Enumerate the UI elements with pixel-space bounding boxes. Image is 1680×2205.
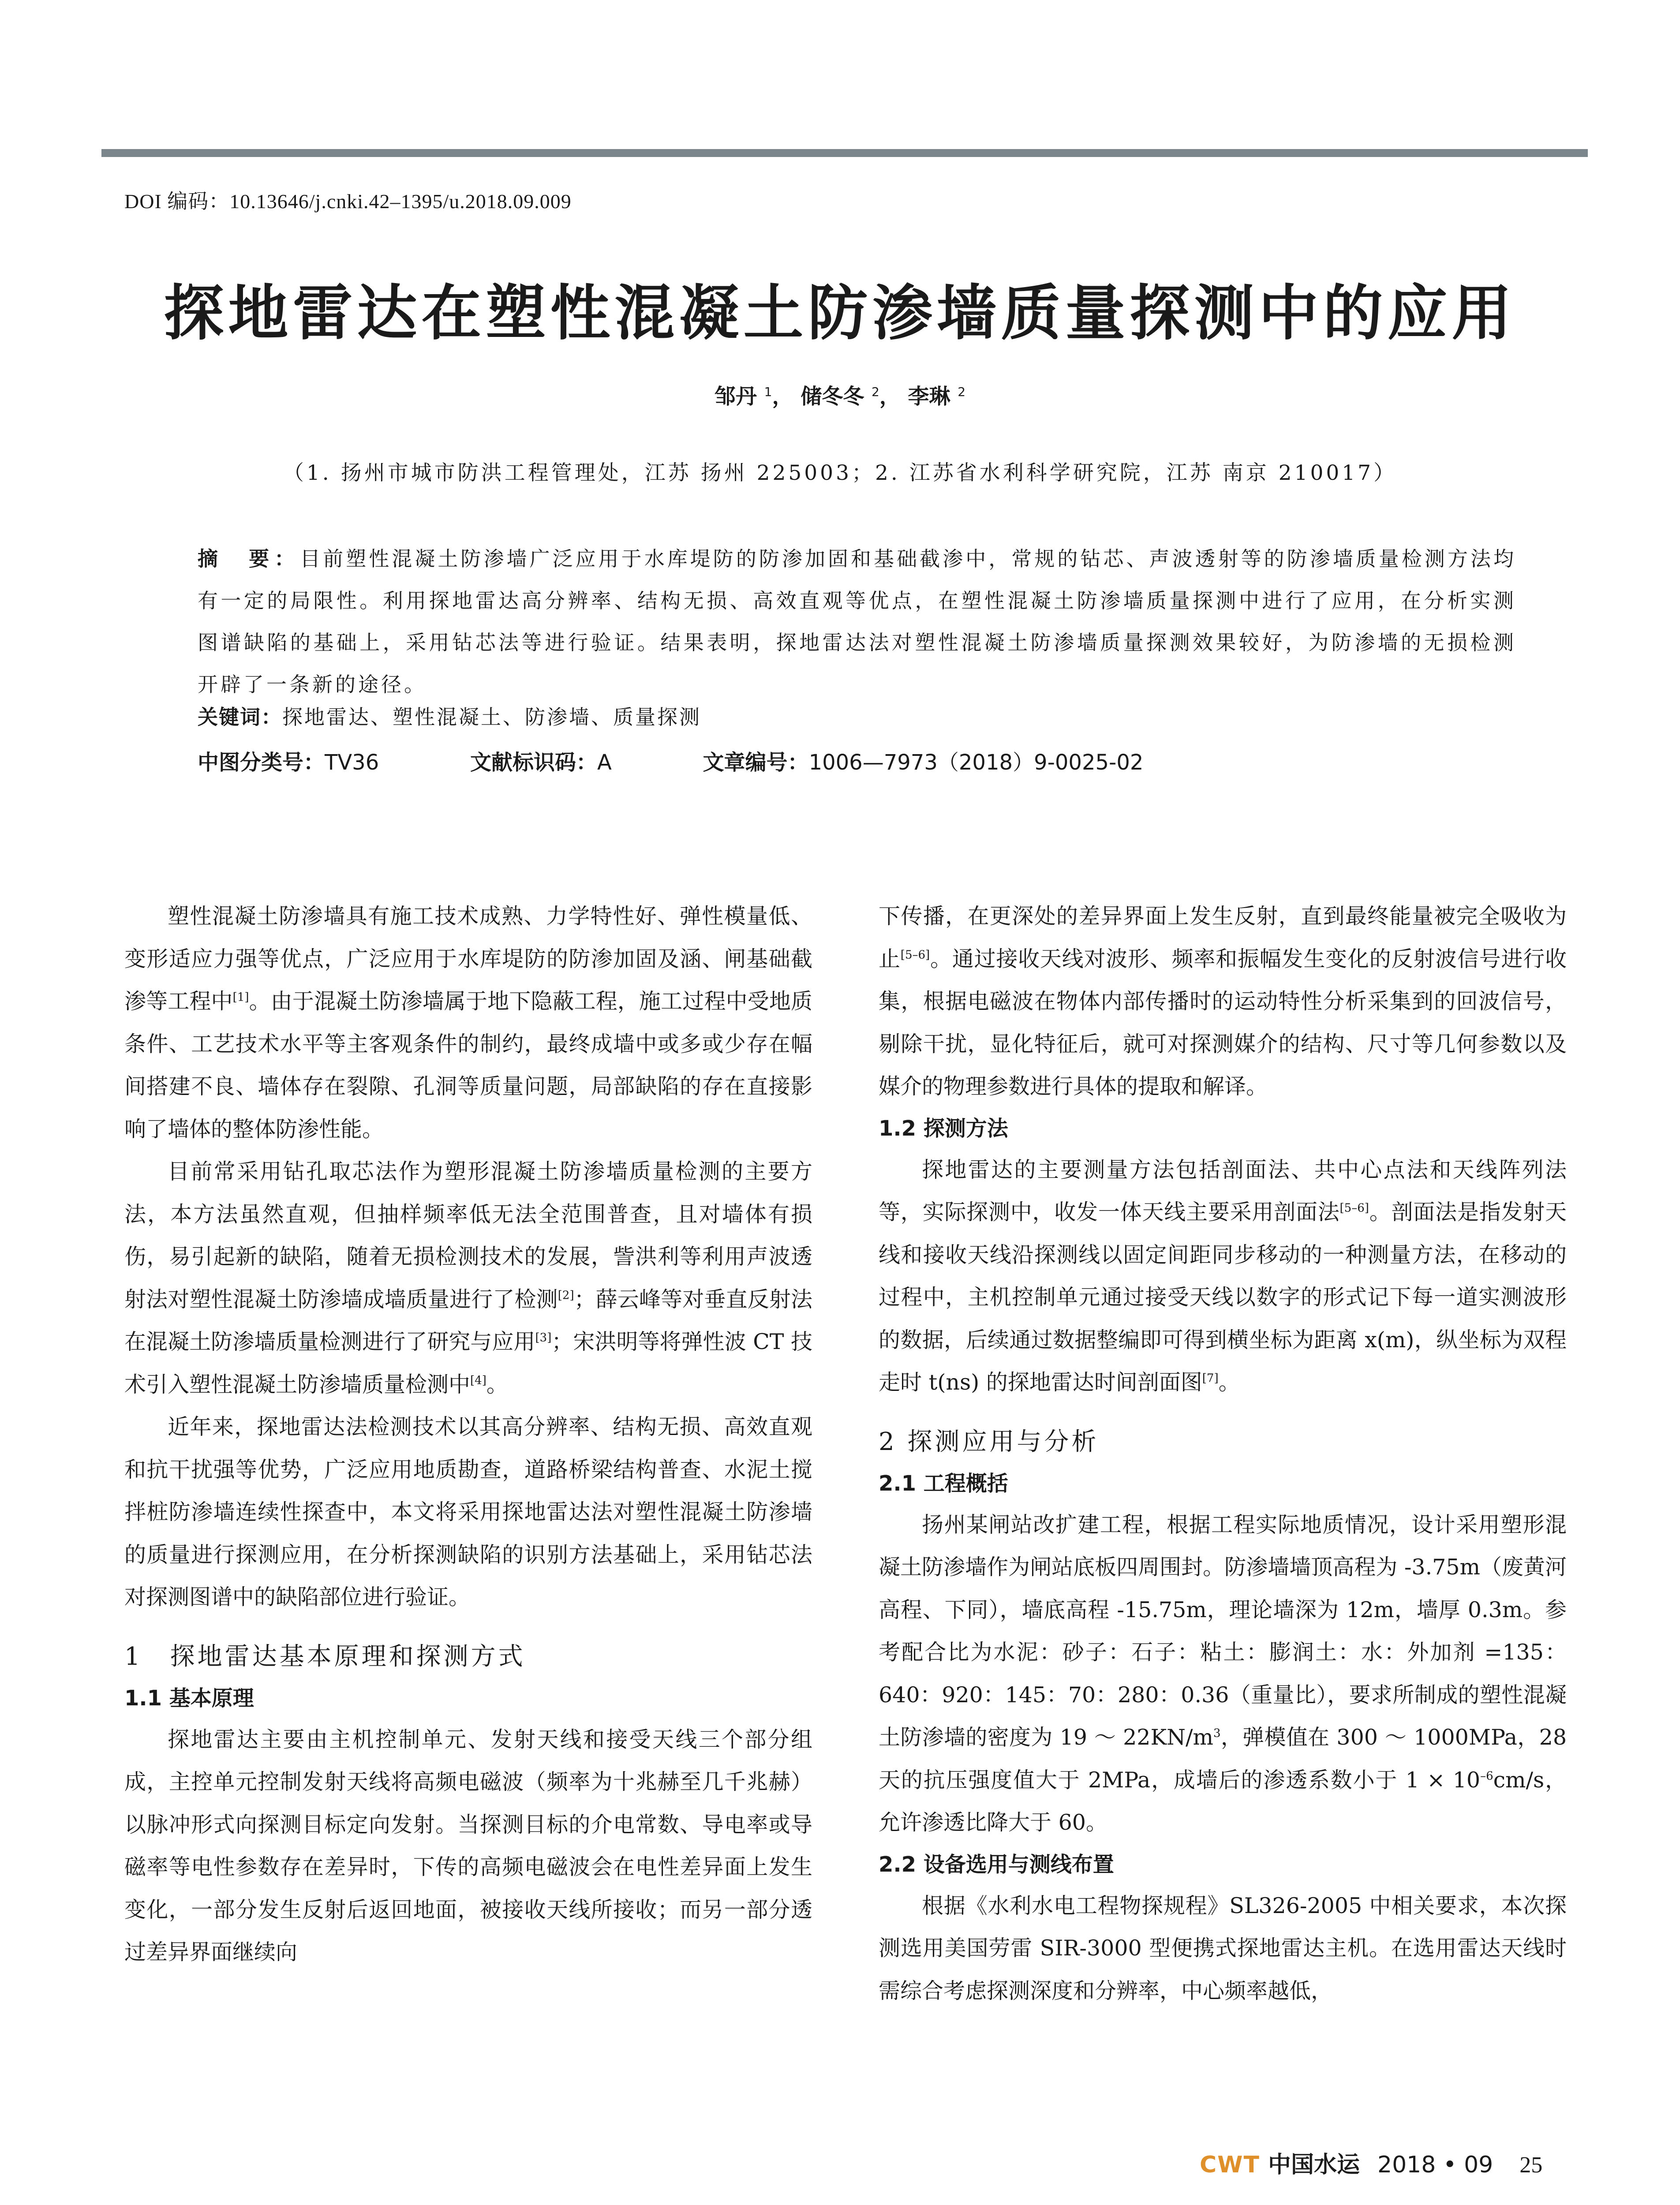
magazine-name: 中国水运	[1268, 2151, 1360, 2178]
affiliations: （1. 扬州市城市防洪工程管理处，江苏 扬州 225003；2. 江苏省水利科学研究院，江苏 南京 210017）	[283, 461, 1397, 485]
section-heading: 2 探测应用与分析	[879, 1427, 1099, 1456]
citation: [4]	[470, 1374, 486, 1387]
author-affil-mark: 2	[958, 385, 966, 399]
article-no-value: 1006—7973（2018）9-0025-02	[808, 750, 1144, 775]
paragraph: 扬州某闸站改扩建工程，根据工程实际地质情况，设计采用塑形混凝土防渗墙作为闸站底板四周围封。防渗墙墙顶高程为 -3.75m（废黄河高程、下同），墙底高程 -15.75m，理论墙深为 12m，墙厚 0.3m。参考配合比为水泥：砂子：石子：粘土：膨润土：水：外加剂 =135：640：920：145：70：280：0.36（重量比），要求所制成的塑性混凝土防渗墙的密度为 19 ～ $22KN/m^3$，弹模值在 300 ～ 1000MPa，28 天的抗压强度值大于 2MPa，成墙后的渗透系数小于 $1 \times 10^{-6}cm/s$，允许渗透比降大于 60。	[879, 1512, 1567, 1835]
doi-line: DOI 编码：10.13646/j.cnki.42–1395/u.2018.09.009	[124, 190, 572, 213]
subsection-heading: 2.1 工程概括	[879, 1471, 1008, 1496]
subsection-heading: 1.1 基本原理	[124, 1686, 254, 1711]
section-heading: 1 探地雷达基本原理和探测方式	[124, 1642, 526, 1671]
keywords	[198, 701, 701, 730]
subsection-heading: 1.2 探测方法	[879, 1116, 1008, 1141]
citation: [3]	[535, 1331, 552, 1345]
author-affil-mark: 2	[871, 385, 879, 399]
paragraph: 探地雷达的主要测量方法包括剖面法、共中心点法和天线阵列法等，实际探测中，收发一体天线主要采用剖面法[5–6]。剖面法是指发射天线和接收天线沿探测线以固定间距同步移动的一种测量方法，在移动的过程中，主机控制单元通过接受天线以数字的形式记下每一道实测波形的数据，后续通过数据整编即可得到横坐标为距离 x(m)，纵坐标为双程走时 t(ns) 的探地雷达时间剖面图[7]。	[879, 1157, 1567, 1395]
author-name: 储冬冬	[801, 384, 864, 409]
keywords-text: 探地雷达、塑性混凝土、防渗墙、质量探测	[282, 705, 701, 729]
citation: [5–6]	[1340, 1201, 1369, 1215]
paper-title: 探地雷达在塑性混凝土防渗墙质量探测中的应用	[164, 278, 1516, 348]
page-number: 25	[1519, 2153, 1543, 2178]
issue-date: 2018 • 09	[1377, 2152, 1493, 2178]
citation: [5–6]	[900, 948, 930, 962]
clc-label: 中图分类号：	[198, 750, 325, 775]
brand-logo: CWT	[1200, 2152, 1260, 2178]
citation: [7]	[1202, 1372, 1219, 1385]
clc-value: TV36	[325, 750, 379, 775]
subsection-heading: 2.2 设备选用与测线布置	[879, 1852, 1114, 1877]
paragraph: 根据《水利水电工程物探规程》SL326-2005 中相关要求，本次探测选用美国劳雷 SIR-3000 型便携式探地雷达主机。在选用雷达天线时需综合考虑探测深度和分辨率，中心频率越低，	[879, 1893, 1567, 2003]
keywords-label: 关键词：	[198, 705, 282, 729]
body-column-right	[879, 895, 1567, 2012]
citation: [2]	[558, 1289, 574, 1302]
superscript: –6	[1480, 1769, 1493, 1783]
abstract-label: 摘 要：	[198, 547, 300, 571]
paragraph: 塑性混凝土防渗墙具有施工技术成熟、力学特性好、弹性模量低、变形适应力强等优点，广泛应用于水库堤防的防渗加固及涵、闸基础截渗等工程中[1]。由于混凝土防渗墙属于地下隐蔽工程，施工过程中受地质条件、工艺技术水平等主客观条件的制约，最终成墙中或多或少存在幅间搭建不良、墙体存在裂隙、孔洞等质量问题，局部缺陷的存在直接影响了墙体的整体防渗性能。	[124, 904, 812, 1142]
doc-code-label: 文献标识码：	[470, 750, 597, 775]
paragraph: 下传播，在更深处的差异界面上发生反射，直到最终能量被完全吸收为止[5–6]。通过接收天线对波形、频率和振幅发生变化的反射波信号进行收集，根据电磁波在物体内部传播时的运动特性分析采集到的回波信号，剔除干扰，显化特征后，就可对探测媒介的结构、尺寸等几何参数以及媒介的物理参数进行具体的提取和解译。	[879, 904, 1567, 1099]
author-affil-mark: 1	[764, 385, 772, 399]
paragraph: 探地雷达主要由主机控制单元、发射天线和接受天线三个部分组成，主控单元控制发射天线将高频电磁波（频率为十兆赫至几千兆赫）以脉冲形式向探测目标定向发射。当探测目标的介电常数、导电率或导磁率等电性参数存在差异时，下传的高频电磁波会在电性差异面上发生变化，一部分发生反射后返回地面，被接收天线所接收；而另一部分透过差异界面继续向	[124, 1727, 812, 1965]
superscript: 3	[1213, 1727, 1221, 1740]
author-name: 邹丹	[714, 384, 757, 409]
citation: [1]	[232, 990, 249, 1004]
abstract	[198, 538, 1516, 706]
page-footer	[1200, 2146, 1542, 2179]
author-list: 邹丹 $^1$， 储冬冬 $^2$， 李琳 $^2$	[714, 384, 966, 409]
author-name: 李琳	[908, 384, 950, 409]
doc-code-value: A	[597, 750, 612, 775]
paragraph: 近年来，探地雷达法检测技术以其高分辨率、结构无损、高效直观和抗干扰强等优势，广泛应用地质勘查，道路桥梁结构普查、水泥土搅拌桩防渗墙连续性探查中，本文将采用探地雷达法对塑性混凝土防渗墙的质量进行探测应用，在分析探测缺陷的识别方法基础上，采用钻芯法对探测图谱中的缺陷部位进行验证。	[124, 1414, 812, 1610]
header-rule	[101, 149, 1588, 157]
abstract-text: 目前塑性混凝土防渗墙广泛应用于水库堤防的防渗加固和基础截渗中，常规的钻芯、声波透射等的防渗墙质量检测方法均有一定的局限性。利用探地雷达高分辨率、结构无损、高效直观等优点，在塑性混凝土防渗墙质量探测中进行了应用，在分析实测图谱缺陷的基础上，采用钻芯法等进行验证。结果表明，探地雷达法对塑性混凝土防渗墙质量探测效果较好，为防渗墙的无损检测开辟了一条新的途径。	[198, 547, 1517, 696]
article-no-label: 文章编号：	[703, 750, 809, 775]
body-column-left	[124, 895, 812, 1974]
paragraph: 目前常采用钻孔取芯法作为塑形混凝土防渗墙质量检测的主要方法，本方法虽然直观，但抽样频率低无法全范围普查，且对墙体有损伤，易引起新的缺陷，随着无损检测技术的发展，訾洪利等利用声波透射法对塑性混凝土防渗墙成墙质量进行了检测[2]；薛云峰等对垂直反射法在混凝土防渗墙质量检测进行了研究与应用[3]；宋洪明等将弹性波 CT 技术引入塑性混凝土防渗墙质量检测中[4]。	[124, 1159, 812, 1397]
classification-line	[198, 745, 1143, 776]
